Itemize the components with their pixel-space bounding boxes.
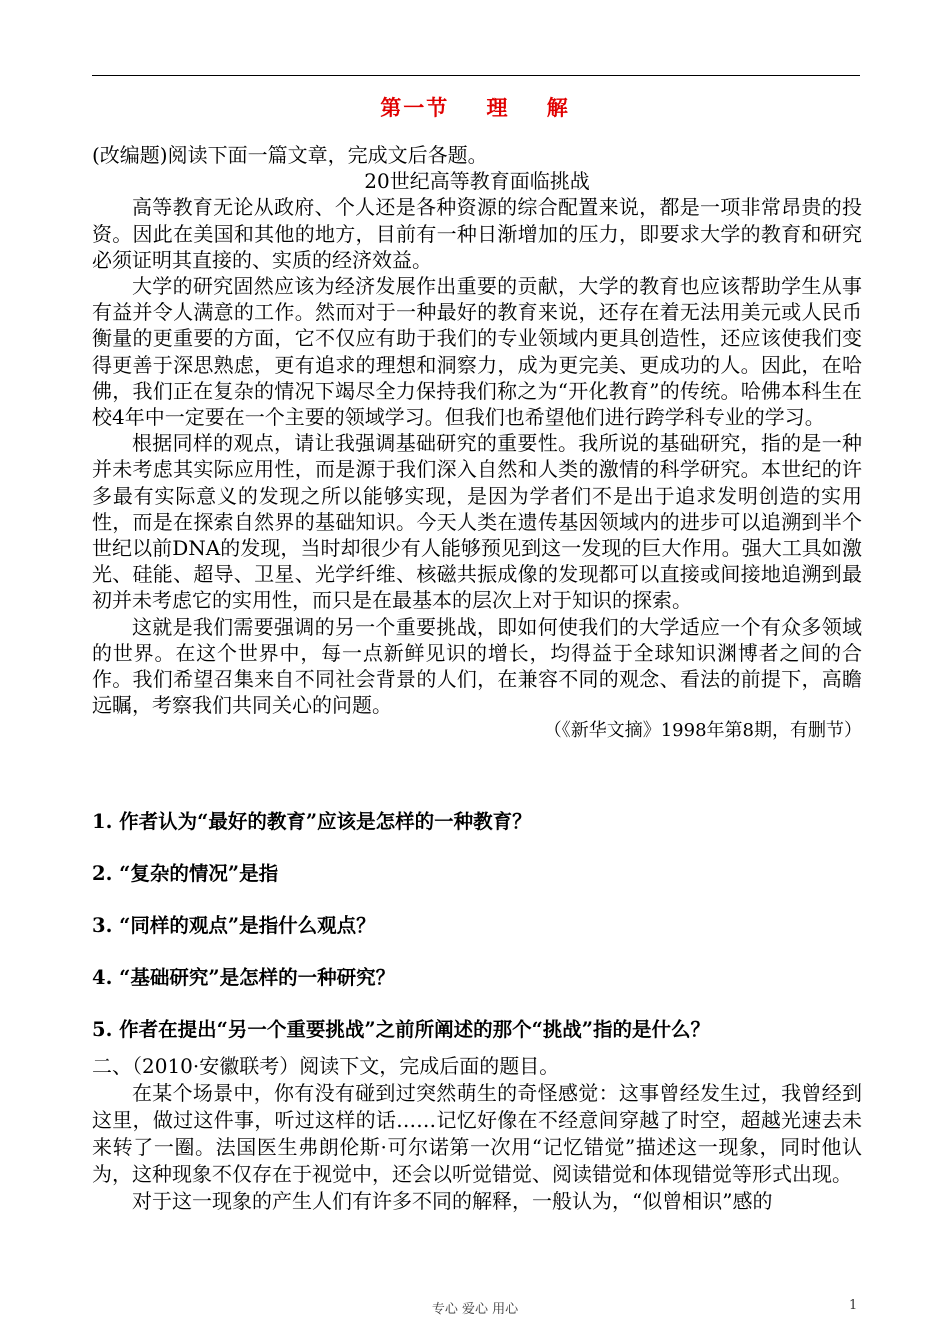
question-item: 4. “基础研究”是怎样的一种研究？ [92, 966, 396, 989]
paragraph: 对于这一现象的产生人们有许多不同的解释，一般认为，“似曾相识”感的 [132, 1189, 773, 1213]
question-item: 5. 作者在提出“另一个重要挑战”之前所阐述的那个“挑战”指的是什么？ [92, 1018, 711, 1041]
section-title: 第一节 理 解 [380, 95, 570, 120]
article-body [92, 142, 862, 745]
question-item: 3. “同样的观点”是指什么观点？ [92, 914, 376, 937]
section-two-heading: 二、（2010·安徽联考）阅读下文，完成后面的题目。 [92, 1054, 560, 1078]
source-citation: （《新华文摘》1998年第8期，有删节） [543, 720, 862, 742]
page-number: 1 [849, 1298, 858, 1313]
section-two [92, 1053, 862, 1215]
question-item: 2. “复杂的情况”是指 [92, 862, 279, 885]
paragraph: 这就是我们需要强调的另一个重要挑战，即如何使我们的大学适应一个有众多领域的世界。在这个世界中，每一点新鲜见识的增长，均得益于全球知识渊博者之间的合作。我们希望召集来自不同社会背景的人们，在兼容不同的观念、看法的前提下，高瞻远瞩，考察我们共同关心的问题。 [92, 614, 862, 718]
paragraph: 大学的研究固然应该为经济发展作出重要的贡献，大学的教育也应该帮助学生从事有益并令人满意的工作。然而对于一种最好的教育来说，还存在着无法用美元或人民币衡量的更重要的方面，它不仅应有助于我们的专业领域内更具创造性，还应该使我们变得更善于深思熟虑，更有追求的理想和洞察力，成为更完美、更成功的人。因此，在哈佛，我们正在复杂的情况下竭尽全力保持我们称之为“开化教育”的传统。哈佛本科生在校4年中一定要在一个主要的领域学习。但我们也希望他们进行跨学科专业的学习。 [92, 274, 862, 430]
paragraph: 根据同样的观点，请让我强调基础研究的重要性。我所说的基础研究，指的是一种并未考虑其实际应用性，而是源于我们深入自然和人类的激情的科学研究。本世纪的许多最有实际意义的发现之所以能够实现，是因为学者们不是出于追求发明创造的实用性，而是在探索自然界的基础知识。今天人类在遗传基因领域内的进步可以追溯到半个世纪以前DNA的发现，当时却很少有人能够预见到这一发现的巨大作用。强大工具如激光、硅能、超导、卫星、光学纤维、核磁共振成像的发现都可以直接或间接地追溯到最初并未考虑它的实用性，而只是在最基本的层次上对于知识的探索。 [92, 431, 862, 613]
paragraph: 高等教育无论从政府、个人还是各种资源的综合配置来说，都是一项非常昂贵的投资。因此在美国和其他的地方，目前有一种日渐增加的压力，即要求大学的教育和研究必须证明其直接的、实质的经济效益。 [92, 195, 862, 272]
intro-line: (改编题)阅读下面一篇文章，完成文后各题。 [92, 143, 488, 167]
page-footer: 专心 爱心 用心 [431, 1302, 519, 1317]
article-title: 20世纪高等教育面临挑战 [364, 169, 590, 194]
header-rule [92, 75, 860, 76]
question-item: 1. 作者认为“最好的教育”应该是怎样的一种教育？ [92, 810, 532, 833]
paragraph: 在某个场景中，你有没有碰到过突然萌生的奇怪感觉：这事曾经发生过，我曾经到这里，做过这件事，听过这样的话……记忆好像在不经意间穿越了时空，超越光速去未来转了一圈。法国医生弗朗伦斯·可尔诺第一次用“记忆错觉”描述这一现象，同时他认为，这种现象不仅存在于视觉中，还会以听觉错觉、阅读错觉和体现错觉等形式出现。 [92, 1081, 862, 1186]
